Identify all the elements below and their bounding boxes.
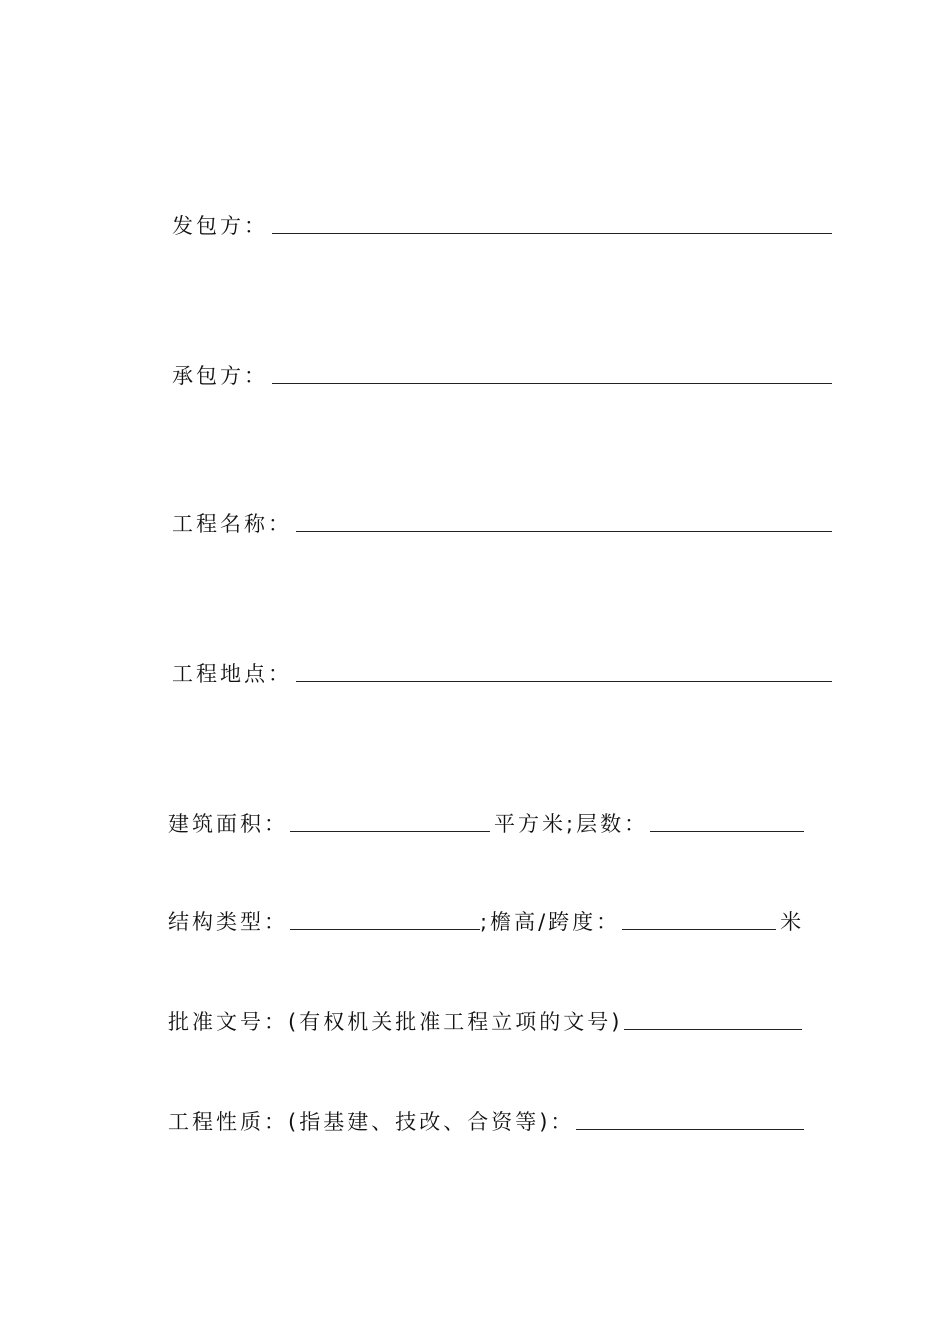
contractor-blank[interactable] bbox=[272, 382, 832, 384]
project-nature-row bbox=[168, 1112, 804, 1133]
eave-height-blank[interactable] bbox=[622, 928, 776, 930]
approval-no-row bbox=[168, 1012, 802, 1033]
building-area-row bbox=[168, 814, 804, 835]
project-nature-label: 工程性质：(指基建、技改、合资等)： bbox=[168, 1110, 575, 1134]
project-location-label: 工程地点： bbox=[172, 662, 292, 686]
project-nature-blank[interactable] bbox=[576, 1128, 804, 1130]
approval-no-label: 批准文号：(有权机关批准工程立项的文号) bbox=[168, 1010, 623, 1034]
approval-no-blank[interactable] bbox=[624, 1028, 802, 1030]
project-name-label: 工程名称： bbox=[172, 512, 292, 536]
structure-type-label: 结构类型： bbox=[168, 910, 288, 934]
project-location-blank[interactable] bbox=[296, 680, 832, 682]
structure-type-row bbox=[168, 912, 804, 933]
eave-height-unit: 米 bbox=[780, 910, 805, 934]
contractor-row bbox=[172, 366, 832, 387]
employer-label: 发包方： bbox=[172, 214, 268, 238]
building-area-label: 建筑面积： bbox=[168, 812, 288, 836]
employer-row bbox=[172, 216, 832, 237]
project-name-blank[interactable] bbox=[296, 530, 832, 532]
employer-blank[interactable] bbox=[272, 232, 832, 234]
eave-height-label: ;檐高/跨度： bbox=[480, 910, 621, 934]
structure-type-blank[interactable] bbox=[290, 928, 480, 930]
contractor-label: 承包方： bbox=[172, 364, 268, 388]
building-area-unit: 平方米;层数： bbox=[494, 812, 649, 836]
floors-blank[interactable] bbox=[650, 830, 804, 832]
project-location-row bbox=[172, 664, 832, 685]
project-name-row bbox=[172, 514, 832, 535]
building-area-blank[interactable] bbox=[290, 830, 490, 832]
